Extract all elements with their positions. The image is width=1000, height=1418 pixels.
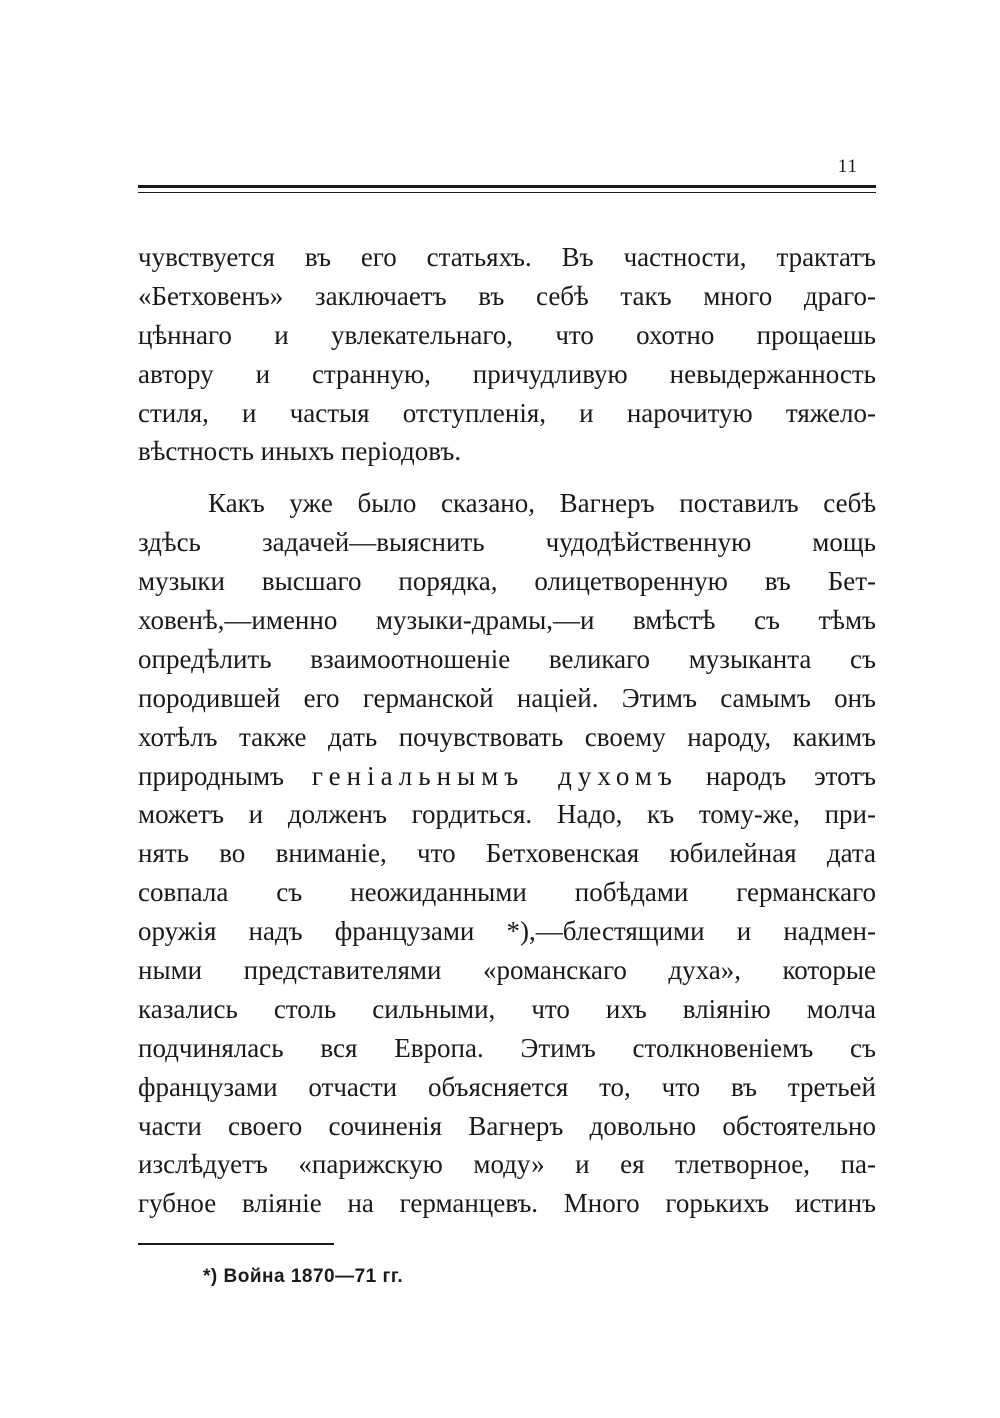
- text-run: природнымъ: [138, 760, 284, 791]
- text-line: ными представителями «романскаго духа», которые: [138, 955, 876, 986]
- text-line: хотѣлъ также дать почувствовать своему народу, какимъ: [138, 721, 876, 752]
- text-line: опредѣлить взаимоотношеніе великаго музыканта съ: [138, 643, 876, 674]
- text-line: автору и странную, причудливую невыдержанность: [138, 358, 876, 389]
- text-line: части своего сочиненія Вагнеръ довольно обстоятельно: [138, 1110, 876, 1141]
- text-line: «Бетховенъ» заключаетъ въ себѣ такъ много драго-: [138, 280, 876, 311]
- text-line: можетъ и долженъ гордиться. Надо, къ тому-же, при-: [138, 799, 876, 830]
- text-line: [138, 757, 876, 796]
- text-line: изслѣдуетъ «парижскую моду» и ея тлетворное, па-: [138, 1149, 876, 1180]
- text-line: нять во вниманіе, что Бетховенская юбилейная дата: [138, 838, 876, 869]
- paragraph-gap: [138, 471, 876, 484]
- page-number: 11: [837, 156, 858, 177]
- text-line: цѣннаго и увлекательнаго, что охотно прощаешь: [138, 319, 876, 350]
- footnote-rule: [138, 1243, 334, 1245]
- text-line: подчинялась вся Европа. Этимъ столкновеніемъ съ: [138, 1032, 876, 1063]
- text-line: музыки высшаго порядка, олицетворенную въ Бет-: [138, 566, 876, 597]
- text-line: казались столь сильными, что ихъ вліянію молча: [138, 993, 876, 1024]
- header-rule-thick: [138, 185, 876, 188]
- text-line: оружія надъ французами *),—блестящими и надмен-: [138, 916, 876, 947]
- paragraph-2: [138, 484, 876, 1223]
- text-line: губное вліяніе на германцевъ. Много горькихъ истинъ: [138, 1188, 876, 1219]
- body-text: [138, 238, 876, 1223]
- text-line: стиля, и частыя отступленія, и нарочитую тяжело-: [138, 397, 876, 428]
- header-rule-thin: [138, 192, 876, 193]
- text-line: ховенѣ,—именно музыки-драмы,—и вмѣстѣ съ тѣмъ: [138, 605, 876, 636]
- text-line: породившей его германской націей. Этимъ самымъ онъ: [138, 682, 876, 713]
- text-line: Какъ уже было сказано, Вагнеръ поставилъ себѣ: [208, 488, 876, 519]
- text-line: вѣстность иныхъ періодовъ.: [138, 436, 462, 467]
- footnote: *) Война 1870—71 гг.: [203, 1266, 404, 1287]
- paragraph-1: [138, 238, 876, 471]
- text-line: чувствуется въ его статьяхъ. Въ частности, трактатъ: [138, 242, 876, 272]
- text-line: совпала съ неожиданными побѣдами германскаго: [138, 877, 876, 908]
- text-line: здѣсь задачей—выяснить чудодѣйственную мощь: [138, 527, 876, 558]
- emphasized-spaced-text: геніальнымъ духомъ: [311, 760, 678, 791]
- text-run: народъ этотъ: [705, 760, 876, 791]
- text-line: французами отчасти объясняется то, что въ третьей: [138, 1071, 876, 1102]
